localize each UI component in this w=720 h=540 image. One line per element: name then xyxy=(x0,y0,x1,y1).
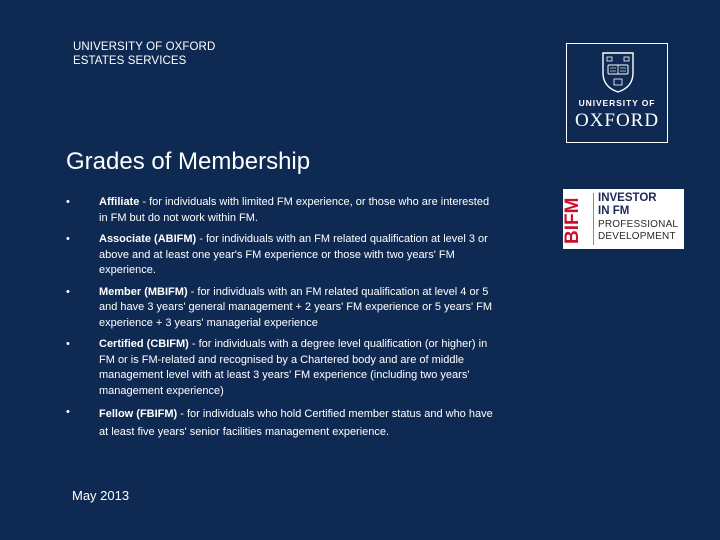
bifm-logo-icon xyxy=(562,192,590,246)
badge-line4: DEVELOPMENT xyxy=(598,231,676,242)
list-item xyxy=(66,285,496,332)
grade-name: Member (MBIFM) xyxy=(99,285,188,298)
grade-name: Fellow (FBIFM) xyxy=(99,408,178,420)
oxford-logo-line2: OXFORD xyxy=(574,110,660,131)
bullet-icon: • xyxy=(66,285,70,298)
grade-name: Affiliate xyxy=(99,196,140,208)
badge-line1: INVESTOR xyxy=(598,192,657,204)
grade-name: Certified (CBIFM) xyxy=(99,338,189,350)
investor-in-fm-badge xyxy=(563,189,684,249)
header-department: ESTATES SERVICES xyxy=(73,55,187,67)
page-title: Grades of Membership xyxy=(66,148,311,175)
bullet-icon: • xyxy=(66,338,70,350)
list-item xyxy=(66,195,496,226)
grade-description: - for individuals with a degree level qualification (or higher) in FM or is FM-related and recognised by a Chartered body and are of middle management level with at least 3 years' FM experience (including two years' management experience) xyxy=(99,338,488,397)
oxford-crest-icon xyxy=(601,51,635,93)
grade-description: - for individuals with an FM related qualification at level 4 or 5 and have 3 years' general management + 2 years' FM experience or 5 years' FM experience + 3 years' managerial experience xyxy=(99,285,493,329)
bullet-icon: • xyxy=(66,233,70,245)
badge-line2: IN FM xyxy=(598,205,630,217)
grade-name: Associate (ABIFM) xyxy=(99,233,197,245)
badge-line3: PROFESSIONAL xyxy=(598,219,679,230)
grade-description: - for individuals with limited FM experience, or those who are interested in FM but do not work within FM. xyxy=(99,196,490,224)
header-university: UNIVERSITY OF OXFORD xyxy=(73,41,216,53)
grade-description: - for individuals with an FM related qualification at level 3 or above and at least one year's FM experience or those with two years' FM experience. xyxy=(99,233,488,276)
university-of-oxford-logo xyxy=(566,43,668,143)
slide-date: May 2013 xyxy=(72,488,130,503)
bifm-logo-text: BIFM xyxy=(562,197,583,244)
bullet-icon: • xyxy=(66,406,70,418)
oxford-logo-line1: UNIVERSITY OF xyxy=(578,98,656,108)
list-item xyxy=(66,232,496,279)
bullet-icon: • xyxy=(66,196,70,208)
membership-grades-list xyxy=(66,195,496,441)
badge-divider xyxy=(593,193,594,245)
list-item xyxy=(66,337,496,399)
grade-description: - for individuals who hold Certified member status and who have at least five years' senior facilities management experience. xyxy=(99,408,493,438)
list-item xyxy=(66,405,496,441)
